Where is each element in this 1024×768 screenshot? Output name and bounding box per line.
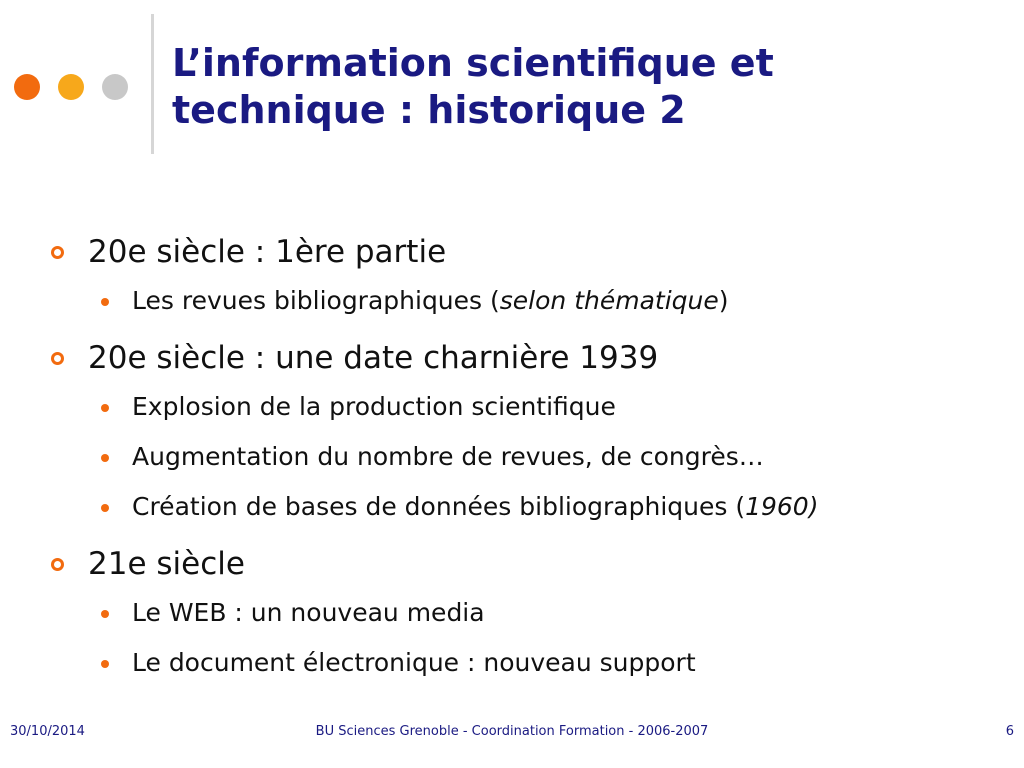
dot-bullet-icon (101, 610, 109, 618)
orange-dot-icon (14, 74, 40, 100)
dot-bullet-icon (101, 404, 109, 412)
bullet-level-1 (48, 540, 988, 588)
bullet-text: 21e siècle (88, 546, 245, 582)
decorative-dots (14, 74, 128, 100)
dot-bullet-icon (101, 454, 109, 462)
footer-date: 30/10/2014 (10, 724, 85, 739)
slide-title-line-2: technique : historique 2 (172, 88, 686, 132)
grey-dot-icon (102, 74, 128, 100)
yellow-dot-icon (58, 74, 84, 100)
bullet-level-1 (48, 334, 988, 382)
bullet-level-2 (48, 432, 988, 482)
bullet-italic-text: 1960) (745, 492, 819, 521)
bullet-level-2 (48, 638, 988, 688)
dot-bullet-icon (101, 660, 109, 668)
bullet-level-2 (48, 382, 988, 432)
ring-bullet-icon (51, 246, 64, 259)
bullet-italic-text: selon thématique (499, 286, 719, 315)
bullet-text: Explosion de la production scientifique (132, 392, 616, 421)
bullet-level-2 (48, 588, 988, 638)
dot-bullet-icon (101, 504, 109, 512)
bullet-text: 20e siècle : une date charnière 1939 (88, 340, 659, 376)
bullet-level-2 (48, 276, 988, 326)
bullet-text: Augmentation du nombre de revues, de congrès… (132, 442, 764, 471)
title-divider (151, 14, 154, 154)
ring-bullet-icon (51, 558, 64, 571)
bullet-text: Les revues bibliographiques ( (132, 286, 500, 315)
ring-bullet-icon (51, 352, 64, 365)
bullet-text-end: ) (718, 286, 729, 315)
footer-text: BU Sciences Grenoble - Coordination Formation - 2006-2007 (315, 724, 709, 739)
bullet-text: Création de bases de données bibliographiques ( (132, 492, 746, 521)
bullet-text: 20e siècle : 1ère partie (88, 234, 447, 270)
slide-title (172, 40, 992, 134)
slide-title-line-1: L’information scientifique et (172, 41, 774, 85)
slide-content (48, 228, 988, 688)
bullet-level-2 (48, 482, 988, 532)
bullet-text: Le document électronique : nouveau support (132, 648, 696, 677)
bullet-text: Le WEB : un nouveau media (132, 598, 485, 627)
bullet-level-1 (48, 228, 988, 276)
footer-page-number: 6 (1005, 724, 1014, 739)
dot-bullet-icon (101, 298, 109, 306)
